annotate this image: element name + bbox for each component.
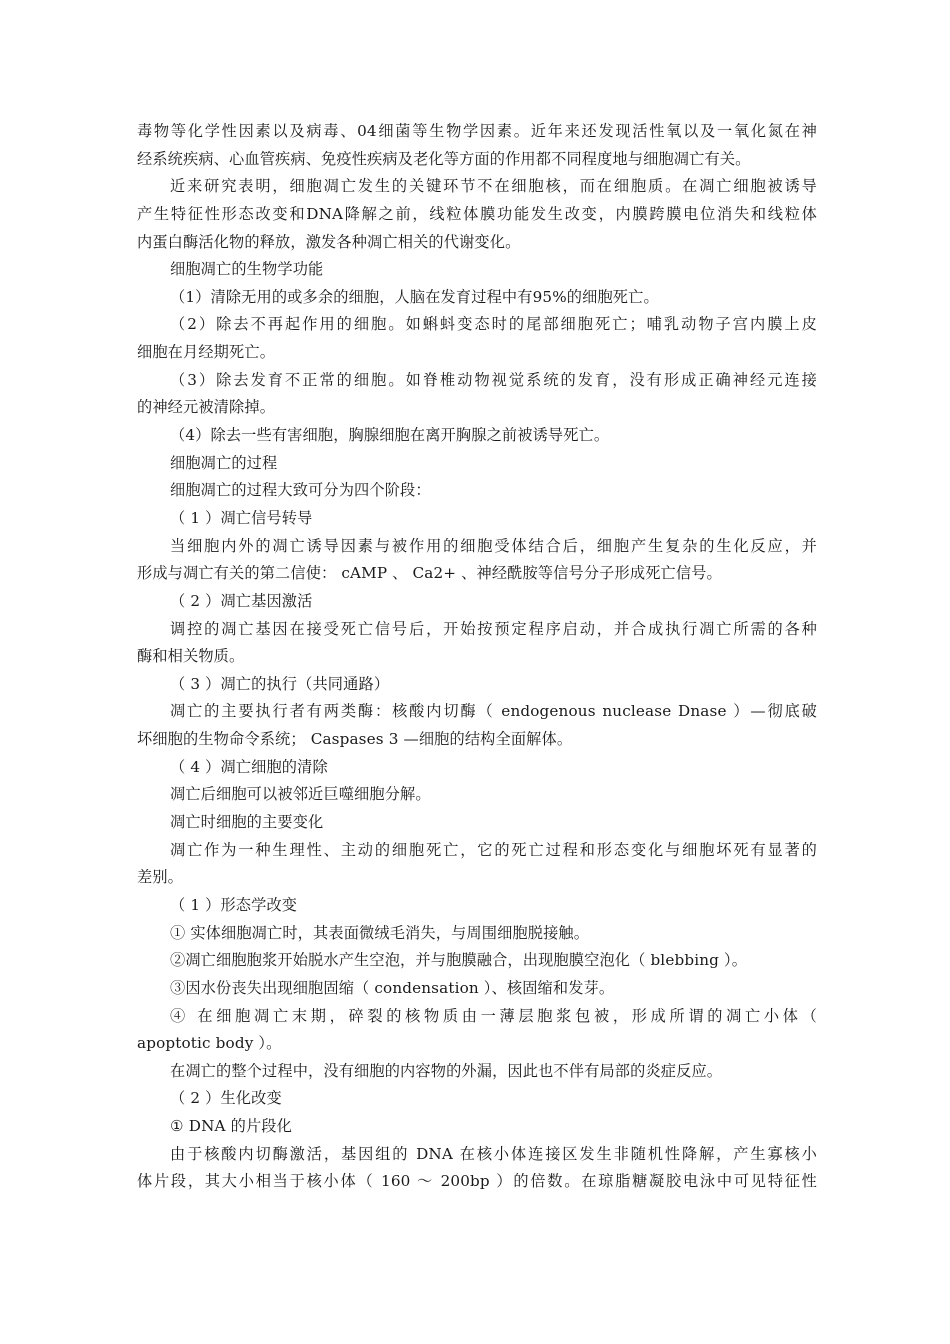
text-line: ① 实体细胞凋亡时，其表面微绒毛消失，与周围细胞脱接触。 (170, 923, 590, 942)
text-line: ① DNA 的片段化 (170, 1117, 292, 1136)
text-line: 由于核酸内切酶激活，基因组的 DNA 在核小体连接区发生非随机性降解，产生寡核小 (170, 1144, 817, 1163)
text-line: apoptotic body ）。 (137, 1034, 282, 1053)
text-line: 的神经元被清除掉。 (137, 398, 276, 417)
text-line: 在凋亡的整个过程中，没有细胞的内容物的外漏，因此也不伴有局部的炎症反应。 (170, 1061, 723, 1080)
text-line: （ 2 ）生化改变 (170, 1089, 282, 1108)
text-line: 毒物等化学性因素以及病毒、04细菌等生物学因素。近年来还发现活性氧以及一氧化氮在神 (137, 122, 817, 140)
text-line: 凋亡作为一种生理性、主动的细胞死亡，它的死亡过程和形态变化与细胞坏死有显著的 (170, 840, 817, 859)
text-line: 凋亡的主要执行者有两类酶：核酸内切酶（ endogenous nuclease Dnase ）—彻底破 (170, 702, 817, 721)
text-line: （4）除去一些有害细胞，胸腺细胞在离开胸腺之前被诱导死亡。 (170, 426, 610, 445)
text-line: 坏细胞的生物命令系统； Caspases 3 —细胞的结构全面解体。 (137, 730, 573, 749)
text-line: （2）除去不再起作用的细胞。如蝌蚪变态时的尾部细胞死亡；哺乳动物子宫内膜上皮 (170, 315, 817, 334)
text-line: 差别。 (137, 868, 184, 887)
text-line: 内蛋白酶活化物的释放，激发各种凋亡相关的代谢变化。 (137, 232, 521, 251)
document-page (137, 118, 817, 1196)
text-line: 细胞凋亡的过程 (170, 453, 278, 472)
text-line: ②凋亡细胞胞浆开始脱水产生空泡，并与胞膜融合，出现胞膜空泡化（ blebbing ）。 (170, 951, 748, 970)
text-line: 酶和相关物质。 (137, 647, 245, 666)
text-line: 细胞凋亡的过程大致可分为四个阶段： (170, 481, 431, 500)
text-line: 产生特征性形态改变和DNA降解之前，线粒体膜功能发生改变，内膜跨膜电位消失和线粒体 (137, 204, 817, 223)
text-line: 细胞凋亡的生物学功能 (170, 260, 324, 279)
text-line: 当细胞内外的凋亡诱导因素与被作用的细胞受体结合后，细胞产生复杂的生化反应，并 (170, 536, 817, 555)
text-line: 凋亡时细胞的主要变化 (170, 813, 324, 832)
text-line: 近来研究表明，细胞凋亡发生的关键环节不在细胞核，而在细胞质。在凋亡细胞被诱导 (170, 177, 817, 196)
text-line: 体片段，其大小相当于核小体（ 160 ～ 200bp ）的倍数。在琼脂糖凝胶电泳中可见特征性 (137, 1172, 817, 1191)
text-line: ④ 在细胞凋亡末期，碎裂的核物质由一薄层胞浆包被，形成所谓的凋亡小体（ (170, 1006, 817, 1025)
text-line: （ 1 ）形态学改变 (170, 895, 298, 914)
text-line: （1）清除无用的或多余的细胞，人脑在发育过程中有95%的细胞死亡。 (170, 287, 659, 306)
text-line: （ 4 ）凋亡细胞的清除 (170, 757, 328, 776)
text-line: （ 3 ）凋亡的执行（共同通路） (170, 674, 390, 693)
text-line: 形成与凋亡有关的第二信使： cAMP 、 Ca2+ 、神经酰胺等信号分子形成死亡信号。 (137, 564, 722, 583)
text-line: （3）除去发育不正常的细胞。如脊椎动物视觉系统的发育，没有形成正确神经元连接 (170, 370, 817, 389)
text-line: （ 2 ）凋亡基因激活 (170, 591, 313, 610)
text-line: 调控的凋亡基因在接受死亡信号后，开始按预定程序启动，并合成执行凋亡所需的各种 (170, 619, 817, 638)
text-line: （ 1 ）凋亡信号转导 (170, 508, 313, 527)
text-line: 凋亡后细胞可以被邻近巨噬细胞分解。 (170, 785, 431, 804)
text-line: 细胞在月经期死亡。 (137, 343, 276, 362)
text-line: ③因水份丧失出现细胞固缩（ condensation ）、核固缩和发芽。 (170, 978, 615, 997)
text-line: 经系统疾病、心血管疾病、免疫性疾病及老化等方面的作用都不同程度地与细胞凋亡有关。 (137, 149, 751, 168)
